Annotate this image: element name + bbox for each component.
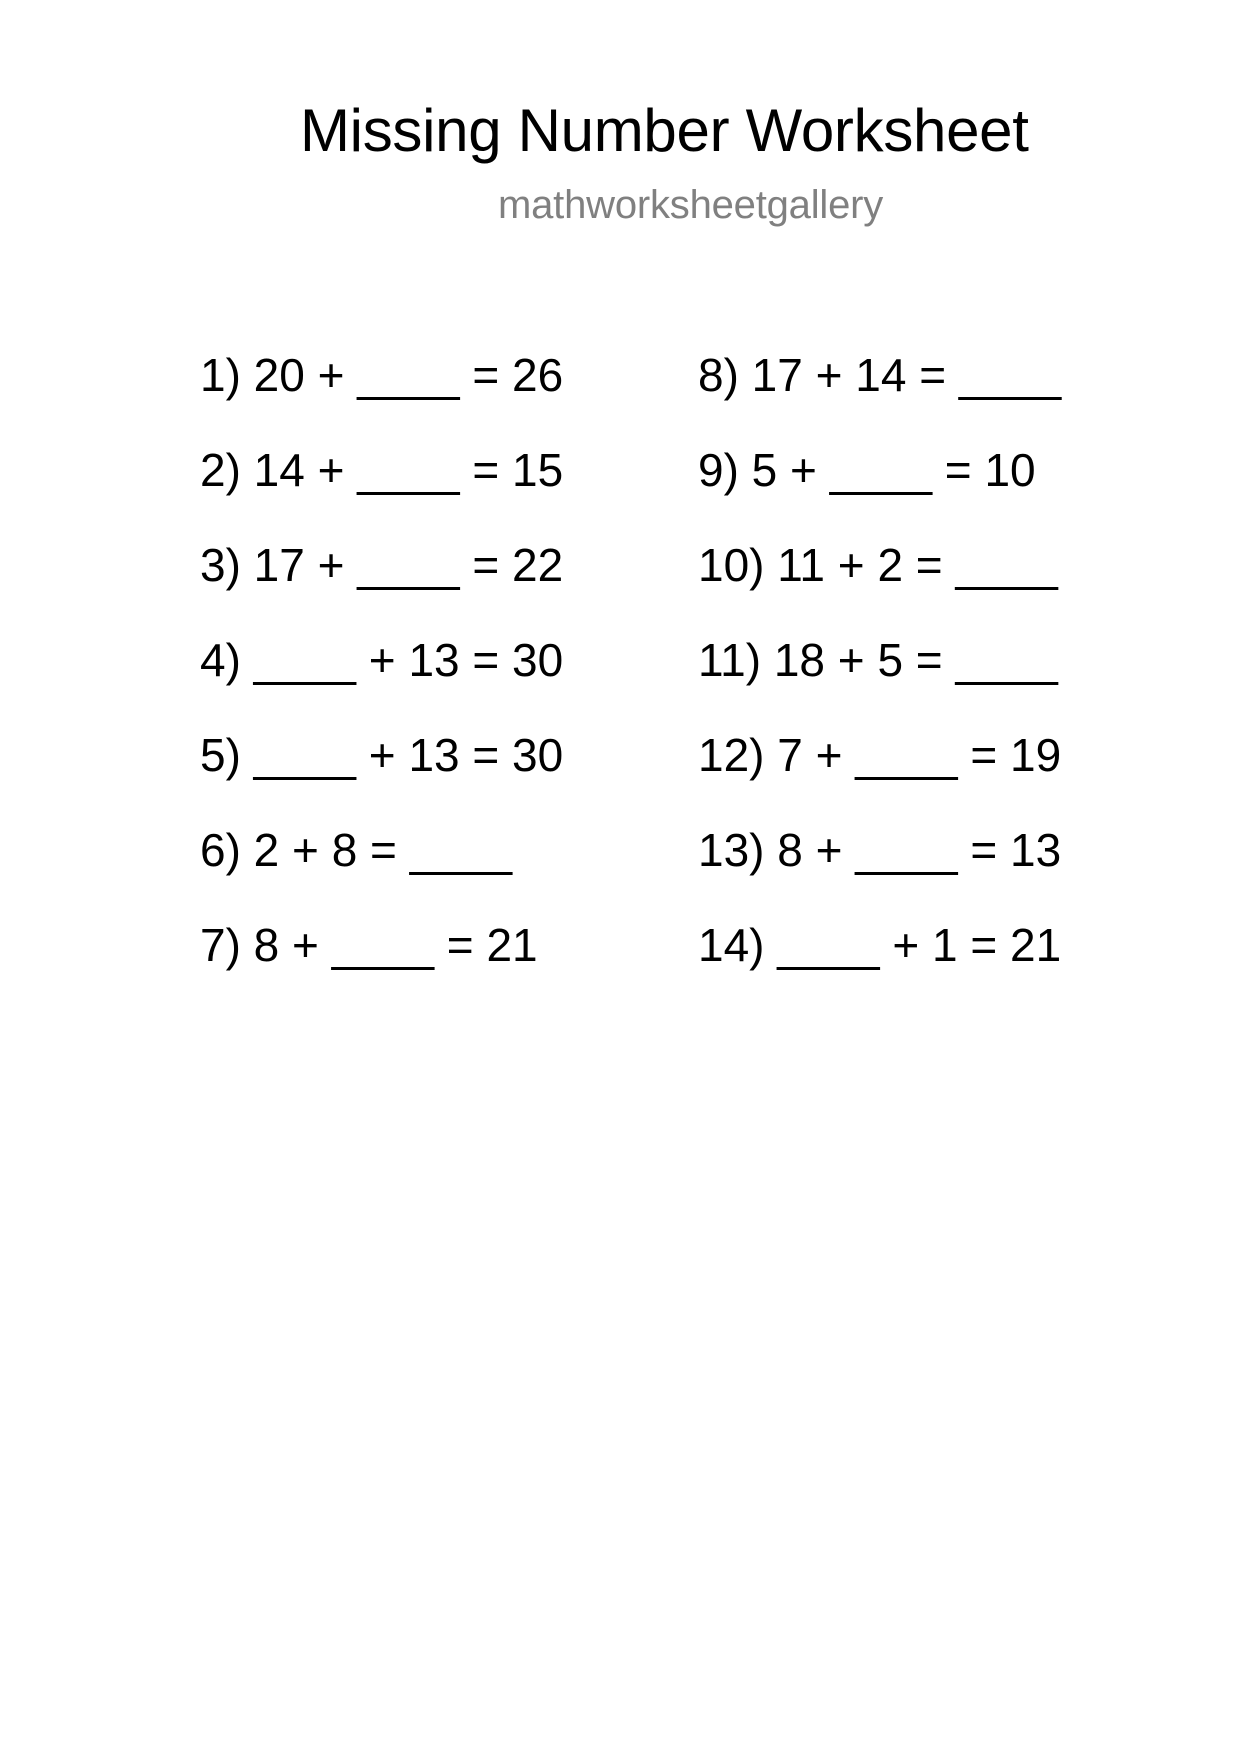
problem-text: 5) ____ + 13 = 30	[200, 729, 564, 781]
problem-9	[698, 443, 1061, 538]
problem-text: 13) 8 + ____ = 13	[698, 824, 1062, 876]
problem-text: 10) 11 + 2 = ____	[698, 539, 1058, 591]
problem-8	[698, 348, 1061, 443]
problem-5	[200, 728, 563, 823]
problem-11	[698, 633, 1061, 728]
problem-14	[698, 918, 1061, 1013]
problems-right-column	[698, 348, 1061, 1013]
problem-7	[200, 918, 563, 1013]
problem-3	[200, 538, 563, 633]
problem-12	[698, 728, 1061, 823]
problem-text: 9) 5 + ____ = 10	[698, 444, 1036, 496]
problem-6	[200, 823, 563, 918]
worksheet-title: Missing Number Worksheet	[300, 97, 1029, 164]
problem-text: 11) 18 + 5 = ____	[698, 634, 1058, 686]
problem-text: 6) 2 + 8 = ____	[200, 824, 513, 876]
problem-text: 7) 8 + ____ = 21	[200, 919, 538, 971]
problem-10	[698, 538, 1061, 633]
problems-left-column	[200, 348, 563, 1013]
problem-4	[200, 633, 563, 728]
problem-text: 14) ____ + 1 = 21	[698, 919, 1062, 971]
problem-text: 12) 7 + ____ = 19	[698, 729, 1062, 781]
problem-1	[200, 348, 563, 443]
problem-text: 2) 14 + ____ = 15	[200, 444, 564, 496]
problem-text: 1) 20 + ____ = 26	[200, 349, 564, 401]
problem-2	[200, 443, 563, 538]
problem-text: 8) 17 + 14 = ____	[698, 349, 1062, 401]
problem-13	[698, 823, 1061, 918]
problem-text: 3) 17 + ____ = 22	[200, 539, 564, 591]
problem-text: 4) ____ + 13 = 30	[200, 634, 564, 686]
worksheet-subtitle: mathworksheetgallery	[498, 183, 884, 227]
